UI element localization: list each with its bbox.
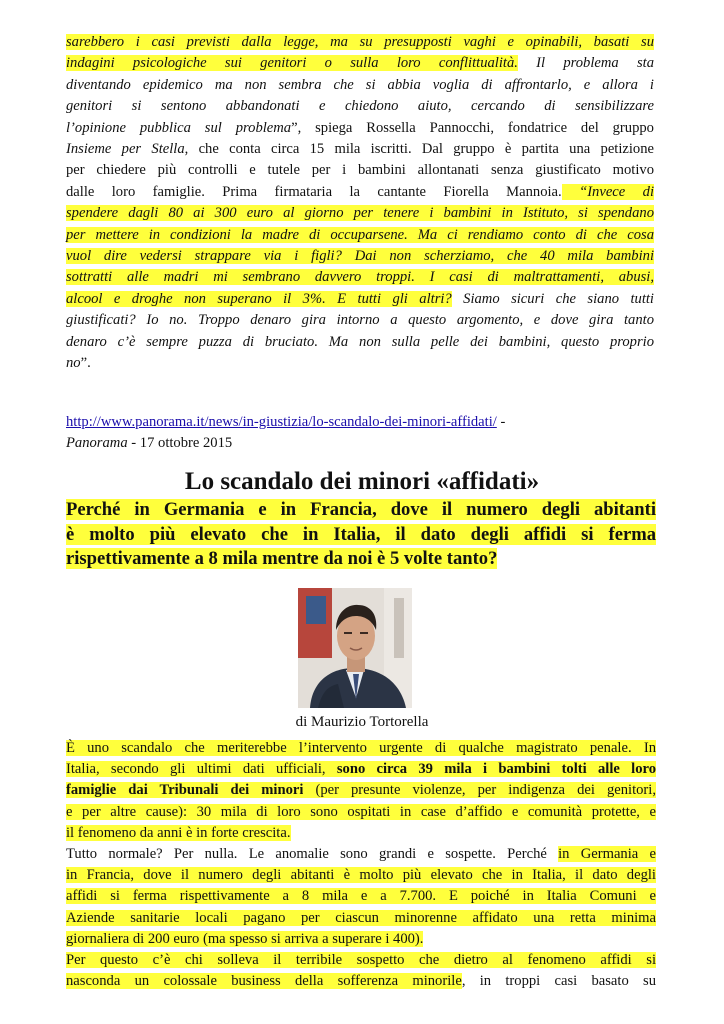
- text-line: vuol dire vedersi strappare via i figli? Dai non scherziamo, che 40 mila bambini: [66, 248, 654, 265]
- text-line: indagini psicologiche sui genitori o sulla loro conflittualità. Il problema sta: [66, 55, 654, 72]
- article-body: [66, 738, 656, 992]
- text-line: È uno scandalo che meriterebbe l’intervento urgente di qualche magistrato penale. In: [66, 740, 656, 756]
- text-line: genitori si sentono abbandonati e chiedono aiuto, cercando di sensibilizzare: [66, 98, 654, 115]
- text-line: dalle loro famiglie. Prima firmataria la cantante Fiorella Mannoia. “Invece di: [66, 183, 654, 200]
- text-line: Tutto normale? Per nulla. Le anomalie sono grandi e sospette. Perché in Germania e: [66, 846, 656, 863]
- text-line: sottratti alle madri mi sembrano davvero troppi. I casi di maltrattamenti, abusi,: [66, 269, 654, 286]
- author-photo: [298, 588, 412, 708]
- text-line: e per altre cause): 30 mila di loro sono ospitati in case d’affido e comunità protette, e: [66, 803, 656, 820]
- text-line: giustificati? Io no. Troppo denaro gira intorno a questo argomento, e dove gira tanto: [66, 312, 654, 329]
- deck-line: è molto più elevato che in Italia, il dato degli affidi si ferma: [66, 523, 656, 545]
- author-portrait-image: [298, 588, 412, 708]
- text-line: Per questo c’è chi solleva il terribile sospetto che dietro al fenomeno affidi si: [66, 952, 656, 969]
- text-line: sarebbero i casi previsti dalla legge, ma su presupposti vaghi e opinabili, basati su: [66, 34, 654, 50]
- publication-name: Panorama: [66, 435, 128, 451]
- text-line: famiglie dai Tribunali dei minori (per presunte violenze, per indigenza dei genitori,: [66, 782, 656, 799]
- text-line: in Francia, dove il numero degli abitanti è molto più elevato che in Italia, il dato degli: [66, 867, 656, 884]
- text-line: affidi si ferma rispettivamente a 8 mila e a 7.700. E poiché in Italia Comuni e: [66, 888, 656, 905]
- source-link[interactable]: http://www.panorama.it/news/in-giustizia/lo-scandalo-dei-minori-affidati/: [66, 414, 497, 430]
- deck-line: rispettivamente a 8 mila mentre da noi è 5 volte tanto?: [66, 548, 498, 569]
- article-headline: Lo scandalo dei minori «affidati»: [184, 468, 540, 495]
- text-line: spendere dagli 80 ai 300 euro al giorno per tenere i bambini in Istituto, si spendano: [66, 205, 654, 222]
- article-byline: di Maurizio Tortorella: [295, 714, 429, 730]
- publication-date: - 17 ottobre 2015: [127, 435, 233, 451]
- quote-paragraph: [66, 32, 654, 375]
- text-line: per chiedere più controlli e tutele per i bambini allontanati senza giustificato motivo: [66, 162, 654, 179]
- article-deck: [66, 498, 656, 572]
- text-line: diventando epidemico ma non sembra che si abbia voglia di affrontarlo, e allora i: [66, 76, 654, 93]
- text-line: no”.: [66, 355, 91, 372]
- text-line: Insieme per Stella, che conta circa 15 mila iscritti. Dal gruppo è partita una petizione: [66, 141, 655, 158]
- text-line: Italia, secondo gli ultimi dati ufficiali, sono circa 39 mila i bambini tolti alle loro: [66, 761, 656, 778]
- text-line: l’opinione pubblica sul problema”, spiega Rossella Pannocchi, fondatrice del gruppo: [66, 119, 654, 136]
- text-line: alcool e droghe non superano il 3%. E tutti gli altri? Siamo sicuri che siano tutti: [66, 290, 654, 307]
- text-line: denaro c’è sempre puzza di bruciato. Ma non sulla pelle dei bambini, questo proprio: [66, 333, 654, 350]
- text-line: giornaliera di 200 euro (ma spesso si arriva a superare i 400).: [66, 930, 424, 947]
- text-line: per mettere in condizioni la madre di occuparsene. Ma ci rendiamo conto di che cosa: [66, 226, 654, 243]
- text-line: nasconda un colossale business della sofferenza minorile, in troppi casi basato su: [66, 973, 656, 990]
- text-line: il fenomeno da anni è in forte crescita.: [66, 824, 291, 841]
- source-citation: http://www.panorama.it/news/in-giustizia/lo-scandalo-dei-minori-affidati/ - Panorama - 17 ottobre 2015: [66, 414, 506, 451]
- deck-line: Perché in Germania e in Francia, dove il numero degli abitanti: [66, 499, 656, 520]
- text-line: Aziende sanitarie locali pagano per ciascun minorenne affidato una retta minima: [66, 909, 656, 926]
